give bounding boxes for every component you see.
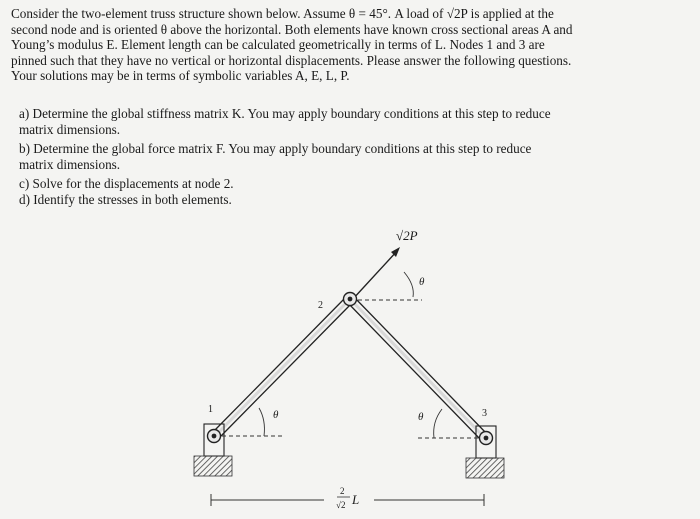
intro-line: Young’s modulus E. Element length can be calculated geometrically in terms of L. Nodes 1 and 3 are [11,37,545,53]
load-arrow [352,247,400,300]
question-a: a) Determine the global stiffness matrix K. You may apply boundary conditions at this step to reduce [19,106,551,121]
node-2 [344,293,357,306]
load-angle-label: θ [419,276,425,288]
question-a-continued: matrix dimensions. [19,122,121,138]
load-label: √2P [396,228,418,243]
node-2-label: 2 [318,300,323,311]
left-angle-arc [259,408,264,436]
question-b-continued: matrix dimensions. [19,157,121,173]
node-1 [208,430,221,443]
left-angle-label: θ [273,409,279,421]
dimension-numerator: 2 [340,486,345,496]
dimension-symbol: L [352,492,360,507]
question-c: c) Solve for the displacements at node 2. [19,175,234,191]
intro-line: Your solutions may be in terms of symbolic variables A, E, L, P. [11,68,350,84]
right-angle-label: θ [418,411,424,423]
node-1-label: 1 [208,404,213,415]
dimension-denominator: √2 [336,500,346,510]
intro-line: pinned such that they have no vertical or horizontal displacements. Please answer the following questions. [11,52,572,68]
question-d: d) Identify the stresses in both elements. [19,192,232,208]
dimension-label [336,486,359,510]
load-angle-arc [404,272,413,297]
truss-element-2 [347,296,487,440]
intro-line: second node and is oriented θ above the horizontal. Both elements have known cross sectional areas A and [11,21,573,37]
question-b: b) Determine the global force matrix F. You may apply boundary conditions at this step to reduce [19,140,532,156]
truss-element-1 [213,296,353,438]
right-angle-arc [434,409,442,438]
intro-line: Consider the two-element truss structure shown below. Assume θ = 45°. A load of √2P is applied at the [11,6,554,21]
dimension-line [211,494,484,506]
node-3 [480,432,493,445]
node-3-label: 3 [482,408,487,419]
